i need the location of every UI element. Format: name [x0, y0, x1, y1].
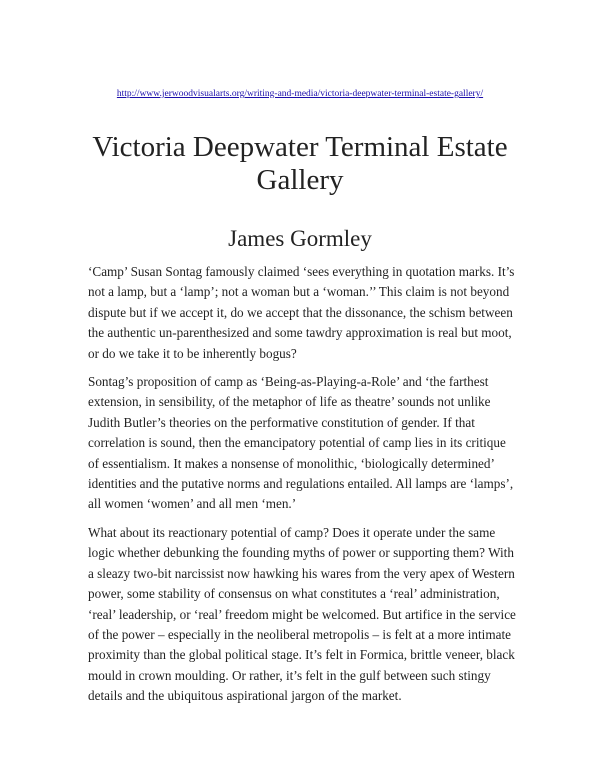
- article-title: Victoria Deepwater Terminal Estate Gallery: [92, 131, 508, 196]
- source-url-link[interactable]: http://www.jerwoodvisualarts.org/writing-and-media/victoria-deepwater-terminal-estate-gallery/: [116, 89, 484, 99]
- article-author: James Gormley: [228, 226, 372, 251]
- paragraph-1: ‘Camp’ Susan Sontag famously claimed ‘sees everything in quotation marks. It’s not a lamp, but a ‘lamp’; not a woman but a ‘woman.’’ This claim is not beyond dispute but if we accept it, do we accept that the dissonance, the schism between the authentic un-parenthesized and some tawdry approximation is real but moot, or do we take it to be inherently bogus?: [88, 264, 515, 361]
- paragraph-3: What about its reactionary potential of camp? Does it operate under the same logic whether debunking the founding myths of power or supporting them? With a sleazy two-bit narcissist now hawking his wares from the very apex of Western power, some stability of consensus on what constitutes a ‘real’ administration, ‘real’ leadership, or ‘real’ freedom might be welcomed. But artifice in the service of the power – especially in the neoliberal metropolis – is felt at a more intimate proximity than the global political stage. It’s felt in Formica, brittle veneer, black mould in crown moulding. Or rather, it’s felt in the gulf between such stingy details and the ubiquitous aspirational jargon of the market.: [88, 524, 516, 704]
- article-body: [88, 262, 518, 715]
- paragraph-2: Sontag’s proposition of camp as ‘Being-as-Playing-a-Role’ and ‘the farthest extension, in sensibility, of the metaphor of life as theatre’ sounds not unlike Judith Butler’s theories on the performative constitution of gender. If that correlation is sound, then the emancipatory potential of camp lies in its critique of essentialism. It makes a nonsense of monolithic, ‘biologically determined’ identities and the putative norms and regulations entailed. All lamps are ‘lamps’, all women ‘women’ and all men ‘men.’: [88, 374, 514, 512]
